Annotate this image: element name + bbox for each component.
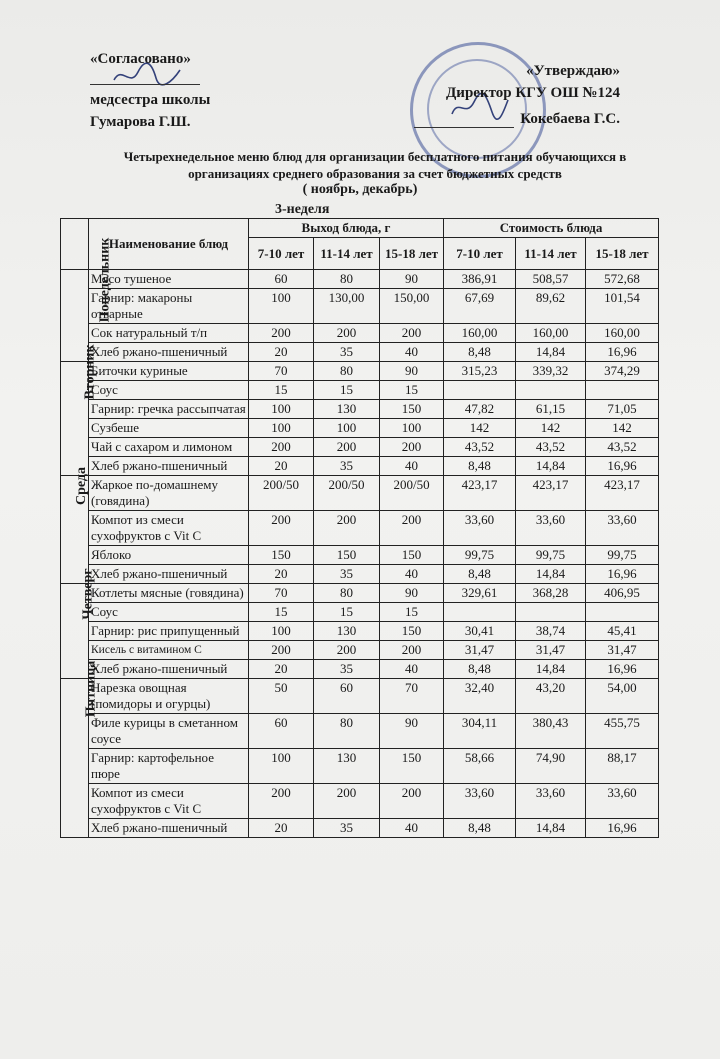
dish-name-header: Наименование блюд xyxy=(89,219,249,270)
portion-cell: 35 xyxy=(314,457,380,476)
portion-cell: 200 xyxy=(314,641,380,660)
cost-cell: 160,00 xyxy=(586,324,659,343)
dish-name: Соус xyxy=(89,381,249,400)
menu-row xyxy=(61,784,659,819)
director-name: Кокебаева Г.С. xyxy=(520,111,620,127)
cost-header: Стоимость блюда xyxy=(444,219,659,238)
portion-cell: 150 xyxy=(380,749,444,784)
day-label: Пятница xyxy=(83,660,99,718)
output-header: Выход блюда, г xyxy=(249,219,444,238)
dish-name: Гарнир: рис припущенный xyxy=(89,622,249,641)
menu-row xyxy=(61,603,659,622)
portion-cell: 40 xyxy=(380,819,444,838)
portion-cell: 150,00 xyxy=(380,289,444,324)
cost-cell: 380,43 xyxy=(516,714,586,749)
approval-right-block xyxy=(400,62,620,128)
portion-cell: 130 xyxy=(314,400,380,419)
dish-name: Жаркое по-домашнему (говядина) xyxy=(89,476,249,511)
day-label-cell xyxy=(61,466,90,584)
portion-cell: 15 xyxy=(249,603,314,622)
cost-cell: 74,90 xyxy=(516,749,586,784)
agreed-label: «Согласовано» xyxy=(90,51,191,67)
dish-name: Чай с сахаром и лимоном xyxy=(89,438,249,457)
cost-cell: 386,91 xyxy=(444,270,516,289)
dish-name: Биточки куриные xyxy=(89,362,249,381)
portion-cell: 90 xyxy=(380,362,444,381)
dish-name: Котлеты мясные (говядина) xyxy=(89,584,249,603)
cost-cell: 88,17 xyxy=(586,749,659,784)
cost-cell: 33,60 xyxy=(516,784,586,819)
portion-cell: 60 xyxy=(314,679,380,714)
portion-cell: 200 xyxy=(314,511,380,546)
cost-cell: 38,74 xyxy=(516,622,586,641)
portion-cell: 15 xyxy=(314,381,380,400)
cost-cell: 43,52 xyxy=(586,438,659,457)
cost-cell: 33,60 xyxy=(516,511,586,546)
menu-row xyxy=(61,438,659,457)
nurse-position: медсестра школы xyxy=(90,92,211,108)
nurse-name: Гумарова Г.Ш. xyxy=(90,114,191,130)
cost-cell: 423,17 xyxy=(444,476,516,511)
menu-row xyxy=(61,565,659,584)
cost-cell: 31,47 xyxy=(444,641,516,660)
cost-cell: 14,84 xyxy=(516,343,586,362)
cost-cell xyxy=(444,381,516,400)
dish-name: Сузбеше xyxy=(89,419,249,438)
day-label-cell xyxy=(61,344,98,476)
cost-age-header: 15-18 лет xyxy=(586,238,659,270)
portion-cell: 70 xyxy=(380,679,444,714)
menu-row xyxy=(61,546,659,565)
cost-cell: 99,75 xyxy=(444,546,516,565)
menu-row xyxy=(61,511,659,546)
cost-cell: 14,84 xyxy=(516,819,586,838)
portion-cell: 40 xyxy=(380,457,444,476)
cost-cell: 47,82 xyxy=(444,400,516,419)
portion-cell: 100 xyxy=(314,419,380,438)
cost-age-header: 7-10 лет xyxy=(444,238,516,270)
cost-cell: 339,32 xyxy=(516,362,586,381)
portion-cell: 100 xyxy=(249,622,314,641)
portion-cell: 35 xyxy=(314,660,380,679)
signature-line xyxy=(90,72,200,85)
day-label: Четверг xyxy=(80,568,96,620)
portion-cell: 200 xyxy=(314,438,380,457)
portion-cell: 15 xyxy=(380,381,444,400)
cost-cell: 45,41 xyxy=(586,622,659,641)
portion-cell: 200 xyxy=(314,784,380,819)
portion-cell: 200 xyxy=(380,324,444,343)
cost-cell: 14,84 xyxy=(516,457,586,476)
cost-cell: 572,68 xyxy=(586,270,659,289)
cost-cell: 16,96 xyxy=(586,565,659,584)
portion-cell: 200/50 xyxy=(380,476,444,511)
cost-cell: 43,52 xyxy=(516,438,586,457)
cost-cell: 33,60 xyxy=(444,511,516,546)
cost-cell: 142 xyxy=(516,419,586,438)
portion-cell: 15 xyxy=(380,603,444,622)
cost-cell: 16,96 xyxy=(586,660,659,679)
director-signature-row xyxy=(400,106,620,128)
dish-name: Гарнир: картофельное пюре xyxy=(89,749,249,784)
portion-cell: 200 xyxy=(380,641,444,660)
cost-cell: 101,54 xyxy=(586,289,659,324)
cost-cell: 16,96 xyxy=(586,819,659,838)
week-label: 3-неделя xyxy=(275,202,330,217)
portion-cell: 130 xyxy=(314,749,380,784)
day-label-cell xyxy=(61,660,99,838)
menu-row xyxy=(61,419,659,438)
menu-table xyxy=(60,218,659,838)
cost-cell: 16,96 xyxy=(586,457,659,476)
portion-cell: 80 xyxy=(314,714,380,749)
menu-title: Четырехнедельное меню блюд для организации бесплатного питания обучающихся в организациях среднего образования за счет бюджетных средств xyxy=(123,149,627,181)
portion-cell: 200 xyxy=(249,641,314,660)
portion-cell: 40 xyxy=(380,343,444,362)
corner-cell xyxy=(61,219,89,270)
cost-cell: 30,41 xyxy=(444,622,516,641)
menu-row xyxy=(61,362,659,381)
portion-cell: 90 xyxy=(380,270,444,289)
cost-cell: 71,05 xyxy=(586,400,659,419)
cost-cell: 99,75 xyxy=(586,546,659,565)
cost-cell: 8,48 xyxy=(444,457,516,476)
cost-cell: 43,52 xyxy=(444,438,516,457)
cost-cell: 67,69 xyxy=(444,289,516,324)
day-label: Понедельник xyxy=(97,237,113,323)
portion-cell: 200 xyxy=(249,784,314,819)
cost-cell: 58,66 xyxy=(444,749,516,784)
cost-cell: 14,84 xyxy=(516,565,586,584)
cost-cell: 8,48 xyxy=(444,660,516,679)
cost-cell: 160,00 xyxy=(444,324,516,343)
cost-cell xyxy=(586,603,659,622)
menu-row xyxy=(61,622,659,641)
menu-row xyxy=(61,289,659,324)
cost-cell: 315,23 xyxy=(444,362,516,381)
portion-cell: 20 xyxy=(249,660,314,679)
approved-label: «Утверждаю» xyxy=(526,63,620,79)
portion-cell: 40 xyxy=(380,565,444,584)
portion-cell: 20 xyxy=(249,819,314,838)
menu-row xyxy=(61,343,659,362)
portion-cell: 80 xyxy=(314,362,380,381)
menu-row xyxy=(61,641,659,660)
cost-cell xyxy=(586,381,659,400)
approval-left-block xyxy=(90,50,210,135)
dish-name: Гарнир: гречка рассыпчатая xyxy=(89,400,249,419)
portion-cell: 20 xyxy=(249,565,314,584)
dish-name: Хлеб ржано-пшеничный xyxy=(89,565,249,584)
dish-name: Филе курицы в сметанном соусе xyxy=(89,714,249,749)
portion-cell: 90 xyxy=(380,714,444,749)
portion-cell: 150 xyxy=(314,546,380,565)
cost-cell: 32,40 xyxy=(444,679,516,714)
output-age-header: 11-14 лет xyxy=(314,238,380,270)
portion-cell: 35 xyxy=(314,565,380,584)
cost-cell xyxy=(516,603,586,622)
day-label: Среда xyxy=(74,466,90,506)
dish-name: Компот из смеси сухофруктов с Vit C xyxy=(89,784,249,819)
portion-cell: 200 xyxy=(380,511,444,546)
menu-row xyxy=(61,660,659,679)
cost-cell: 455,75 xyxy=(586,714,659,749)
dish-name: Хлеб ржано-пшеничный xyxy=(89,819,249,838)
portion-cell: 60 xyxy=(249,270,314,289)
portion-cell: 130,00 xyxy=(314,289,380,324)
portion-cell: 20 xyxy=(249,343,314,362)
cost-cell: 142 xyxy=(586,419,659,438)
portion-cell: 200 xyxy=(314,324,380,343)
dish-name: Яблоко xyxy=(89,546,249,565)
portion-cell: 130 xyxy=(314,622,380,641)
cost-cell: 423,17 xyxy=(516,476,586,511)
portion-cell: 150 xyxy=(249,546,314,565)
cost-cell: 304,11 xyxy=(444,714,516,749)
dish-name: Хлеб ржано-пшеничный xyxy=(89,660,249,679)
cost-cell: 61,15 xyxy=(516,400,586,419)
cost-cell: 31,47 xyxy=(516,641,586,660)
cost-cell: 33,60 xyxy=(586,511,659,546)
portion-cell: 40 xyxy=(380,660,444,679)
dish-name: Хлеб ржано-пшеничный xyxy=(89,343,249,362)
portion-cell: 70 xyxy=(249,362,314,381)
portion-cell: 200 xyxy=(380,438,444,457)
cost-cell: 33,60 xyxy=(586,784,659,819)
dish-name: Гарнир: макароны отварные xyxy=(89,289,249,324)
cost-cell: 508,57 xyxy=(516,270,586,289)
menu-row xyxy=(61,749,659,784)
dish-name: Кисель с витамином С xyxy=(89,641,249,660)
output-age-header: 7-10 лет xyxy=(249,238,314,270)
portion-cell: 50 xyxy=(249,679,314,714)
menu-row xyxy=(61,270,659,289)
menu-row xyxy=(61,457,659,476)
portion-cell: 60 xyxy=(249,714,314,749)
cost-cell: 368,28 xyxy=(516,584,586,603)
menu-row xyxy=(61,400,659,419)
portion-cell: 100 xyxy=(249,749,314,784)
cost-cell: 14,84 xyxy=(516,660,586,679)
cost-cell: 423,17 xyxy=(586,476,659,511)
menu-row xyxy=(61,584,659,603)
menu-row xyxy=(61,819,659,838)
cost-cell: 99,75 xyxy=(516,546,586,565)
menu-row xyxy=(61,714,659,749)
menu-row xyxy=(61,679,659,714)
signature-line xyxy=(414,113,514,128)
cost-cell: 31,47 xyxy=(586,641,659,660)
portion-cell: 200 xyxy=(380,784,444,819)
dish-name: Сок натуральный т/п xyxy=(89,324,249,343)
portion-cell: 35 xyxy=(314,343,380,362)
portion-cell: 200 xyxy=(249,324,314,343)
cost-cell: 160,00 xyxy=(516,324,586,343)
portion-cell: 200/50 xyxy=(249,476,314,511)
portion-cell: 150 xyxy=(380,622,444,641)
portion-cell: 100 xyxy=(380,419,444,438)
cost-cell xyxy=(516,381,586,400)
cost-cell: 54,00 xyxy=(586,679,659,714)
portion-cell: 80 xyxy=(314,584,380,603)
cost-cell: 329,61 xyxy=(444,584,516,603)
dish-name: Компот из смеси сухофруктов с Vit C xyxy=(89,511,249,546)
portion-cell: 150 xyxy=(380,546,444,565)
portion-cell: 90 xyxy=(380,584,444,603)
cost-cell: 374,29 xyxy=(586,362,659,381)
portion-cell: 100 xyxy=(249,400,314,419)
cost-cell xyxy=(444,603,516,622)
portion-cell: 100 xyxy=(249,289,314,324)
portion-cell: 150 xyxy=(380,400,444,419)
portion-cell: 100 xyxy=(249,419,314,438)
cost-cell: 8,48 xyxy=(444,565,516,584)
day-label: Вторник xyxy=(82,344,98,400)
cost-cell: 406,95 xyxy=(586,584,659,603)
menu-row xyxy=(61,381,659,400)
director-position: Директор КГУ ОШ №124 xyxy=(445,85,620,101)
menu-row xyxy=(61,476,659,511)
cost-cell: 142 xyxy=(444,419,516,438)
menu-row xyxy=(61,324,659,343)
portion-cell: 80 xyxy=(314,270,380,289)
dish-name: Нарезка овощная (помидоры и огурцы) xyxy=(89,679,249,714)
portion-cell: 20 xyxy=(249,457,314,476)
output-age-header: 15-18 лет xyxy=(380,238,444,270)
portion-cell: 200/50 xyxy=(314,476,380,511)
cost-cell: 33,60 xyxy=(444,784,516,819)
period-label: ( ноябрь, декабрь) xyxy=(302,182,418,197)
portion-cell: 15 xyxy=(314,603,380,622)
dish-name: Мясо тушеное xyxy=(89,270,249,289)
portion-cell: 200 xyxy=(249,438,314,457)
portion-cell: 15 xyxy=(249,381,314,400)
cost-cell: 8,48 xyxy=(444,343,516,362)
cost-cell: 8,48 xyxy=(444,819,516,838)
portion-cell: 35 xyxy=(314,819,380,838)
dish-name: Соус xyxy=(89,603,249,622)
cost-cell: 16,96 xyxy=(586,343,659,362)
portion-cell: 70 xyxy=(249,584,314,603)
cost-cell: 43,20 xyxy=(516,679,586,714)
dish-name: Хлеб ржано-пшеничный xyxy=(89,457,249,476)
cost-age-header: 11-14 лет xyxy=(516,238,586,270)
cost-cell: 89,62 xyxy=(516,289,586,324)
portion-cell: 200 xyxy=(249,511,314,546)
